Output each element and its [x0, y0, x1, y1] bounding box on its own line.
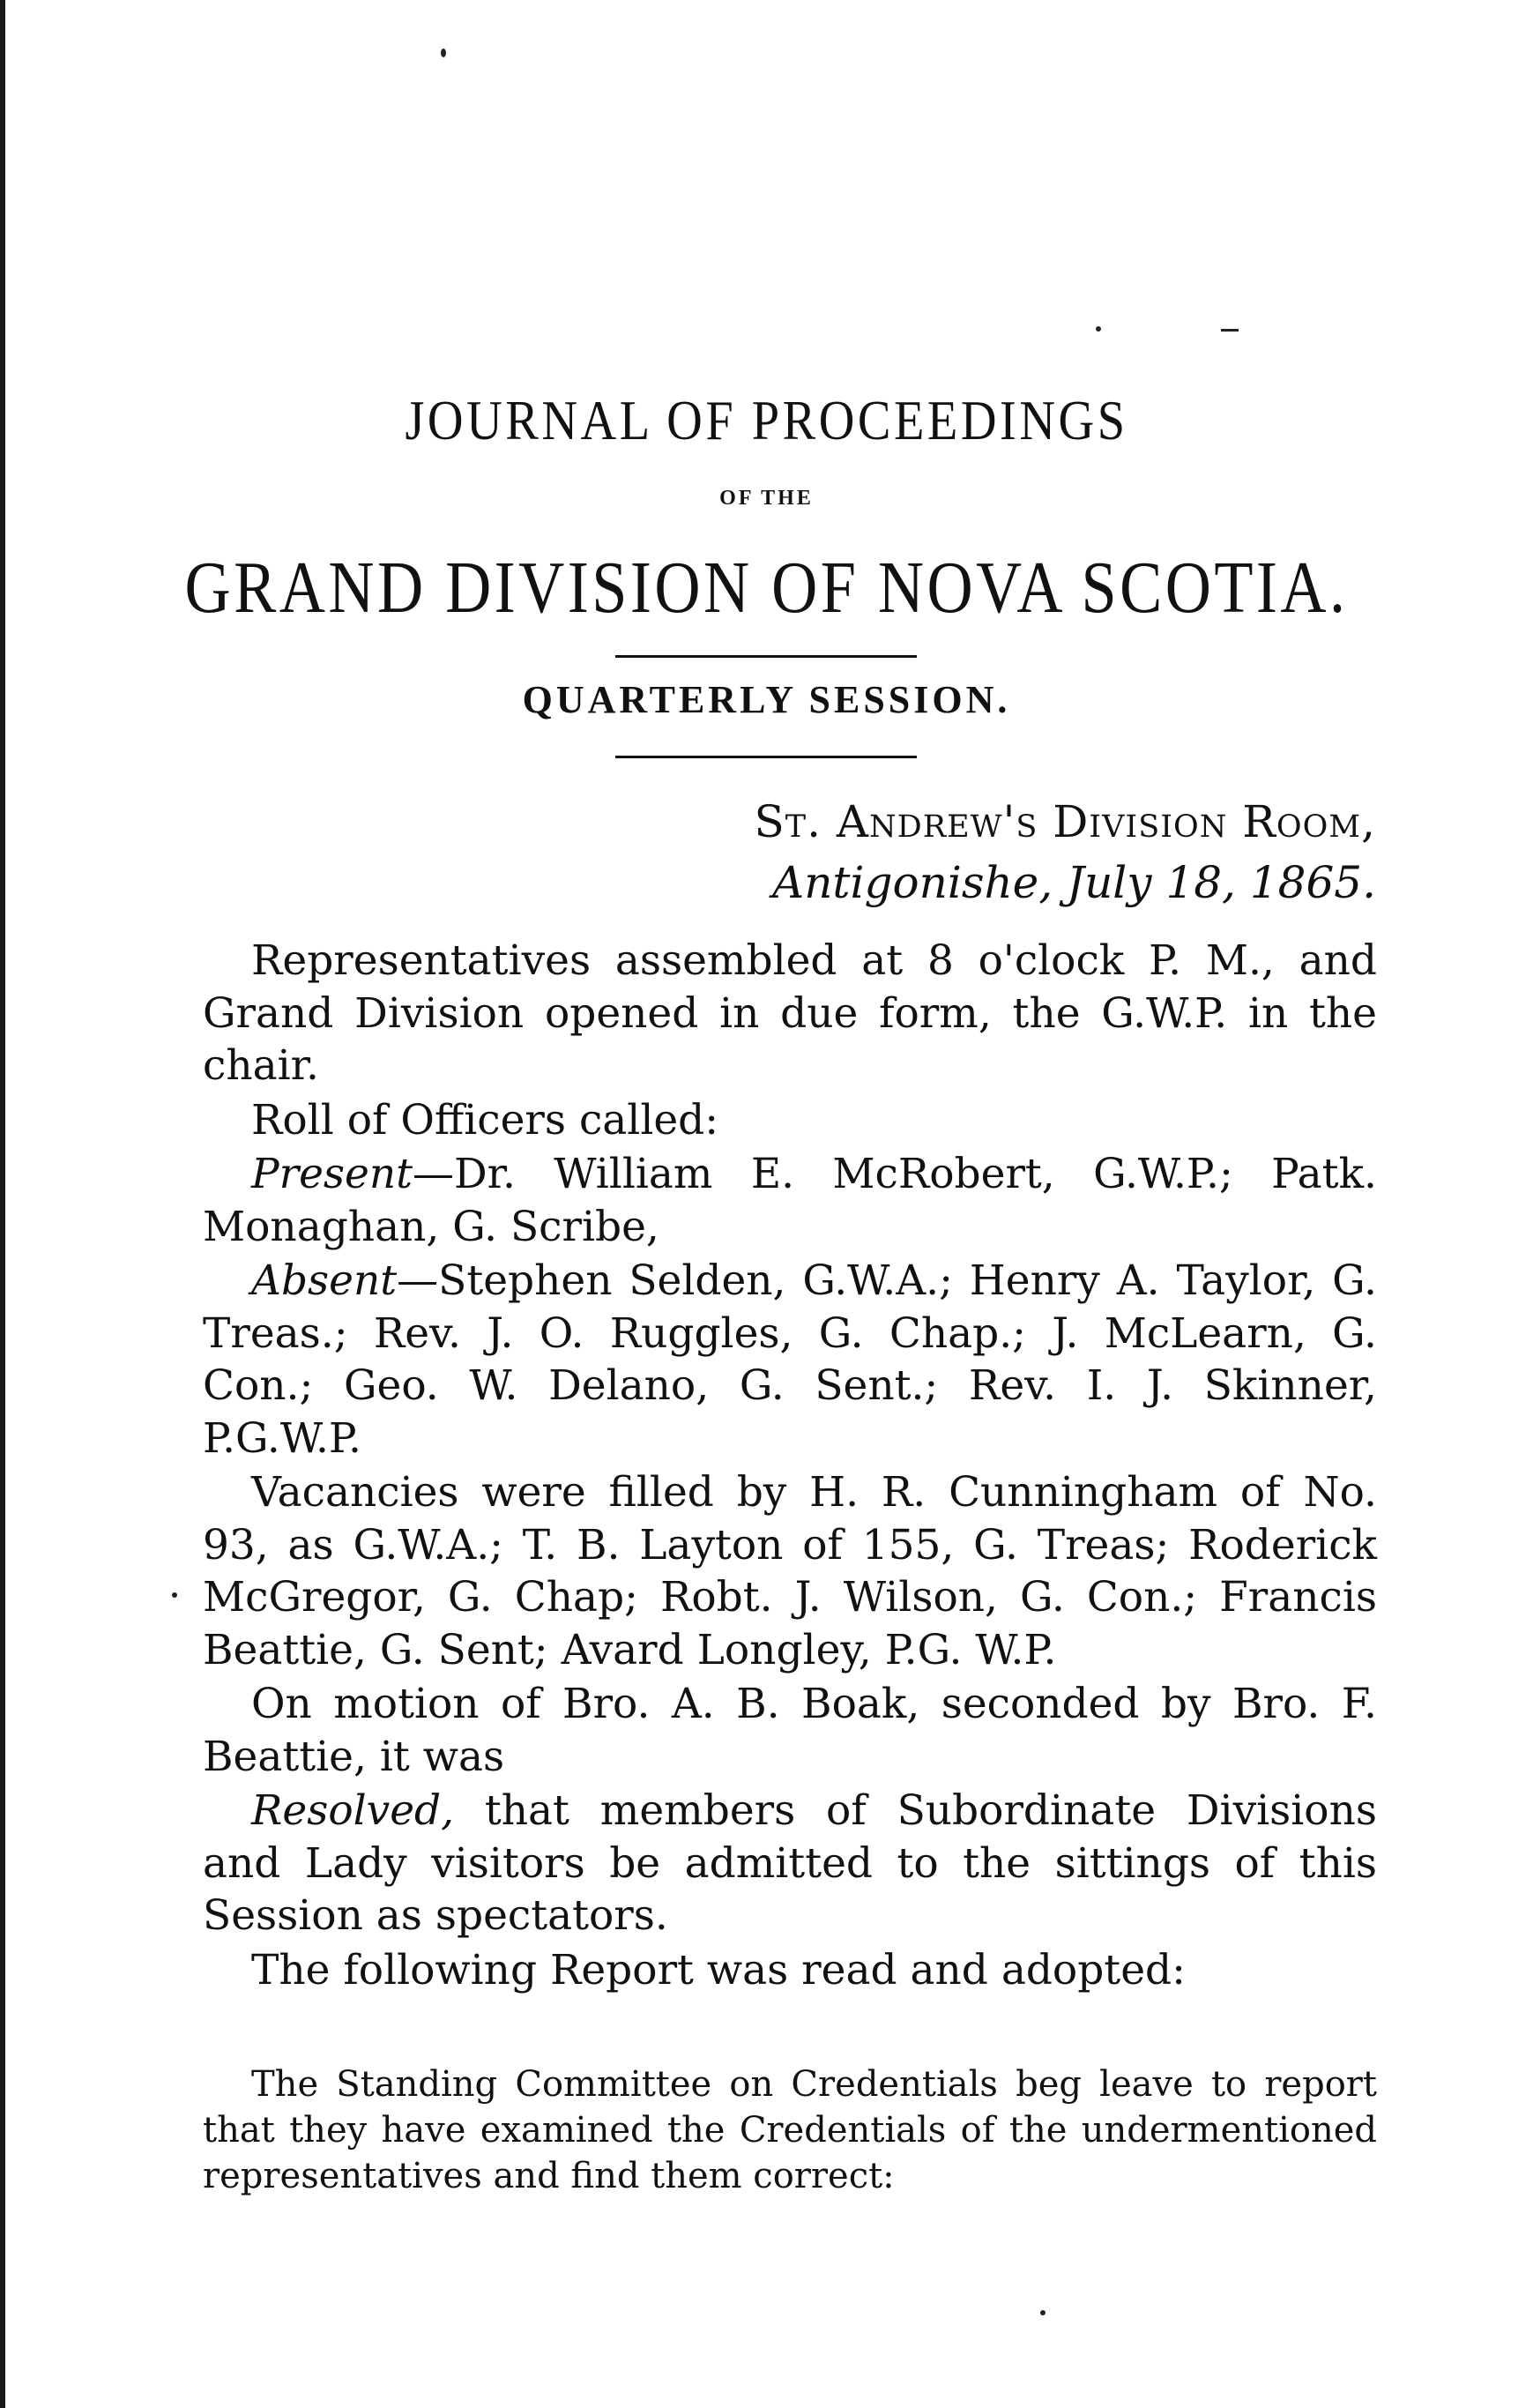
- scan-speck: [1040, 2310, 1046, 2315]
- meeting-place: St. Andrew's Division Room,: [754, 796, 1376, 847]
- scan-speck: [441, 48, 446, 57]
- of-the-line: OF THE: [719, 487, 814, 510]
- paragraph-resolved: Resolved, that members of Subordinate Divisions and Lady visitors be admitted to the sittings of this Session as spectators.: [203, 1786, 1377, 1940]
- absent-label: Absent: [251, 1256, 398, 1305]
- heading-rule-bottom: [615, 756, 917, 758]
- paragraph-motion: On motion of Bro. A. B. Boak, seconded by Bro. F. Beattie, it was: [203, 1680, 1377, 1781]
- scan-speck: [1096, 326, 1101, 332]
- paragraph-roll-call: Roll of Officers called:: [251, 1095, 719, 1144]
- meeting-dateline-text: Antigonishe, July 18, 1865.: [772, 857, 1376, 908]
- session-heading: QUARTERLY SESSION.: [522, 678, 1011, 721]
- heading-rule-top: [615, 655, 917, 658]
- paragraph-absent: Absent—Stephen Selden, G.W.A.; Henry A. Taylor, G. Treas.; Rev. J. O. Ruggles, G. Chap.; J. McLearn, G. Con.; Geo. W. Delano, G. Sent.; Rev. I. J. Skinner, P.G.W.P.: [203, 1256, 1377, 1463]
- proceedings-body: [203, 935, 1377, 1996]
- page-edge-scan-shadow: [0, 0, 5, 2408]
- present-label: Present: [251, 1150, 413, 1198]
- journal-title: JOURNAL OF PROCEEDINGS: [405, 389, 1128, 451]
- credentials-report: The Standing Committee on Credentials beg leave to report that they have examined the Credentials of the undermentioned representatives and find them correct:: [203, 2064, 1377, 2196]
- paragraph-present: Present—Dr. William E. McRobert, G.W.P.; Patk. Monaghan, G. Scribe,: [203, 1150, 1377, 1251]
- scan-speck: [172, 1592, 177, 1598]
- paragraph-report-intro: The following Report was read and adopted:: [251, 1945, 1186, 1994]
- scan-speck: [1221, 329, 1239, 332]
- grand-division-heading: GRAND DIVISION OF NOVA SCOTIA.: [184, 547, 1349, 629]
- paragraph-opening: Representatives assembled at 8 o'clock P. M., and Grand Division opened in due form, the G.W.P. in the chair.: [203, 936, 1377, 1090]
- paragraph-vacancies: Vacancies were filled by H. R. Cunningham of No. 93, as G.W.A.; T. B. Layton of 155, G. Treas; Roderick McGregor, G. Chap; Robt. J. Wilson, G. Con.; Francis Beattie, G. Sent; Avard Longley, P.G. W.P.: [203, 1468, 1377, 1674]
- meeting-dateline: [772, 857, 1376, 908]
- resolved-label: Resolved,: [251, 1786, 455, 1835]
